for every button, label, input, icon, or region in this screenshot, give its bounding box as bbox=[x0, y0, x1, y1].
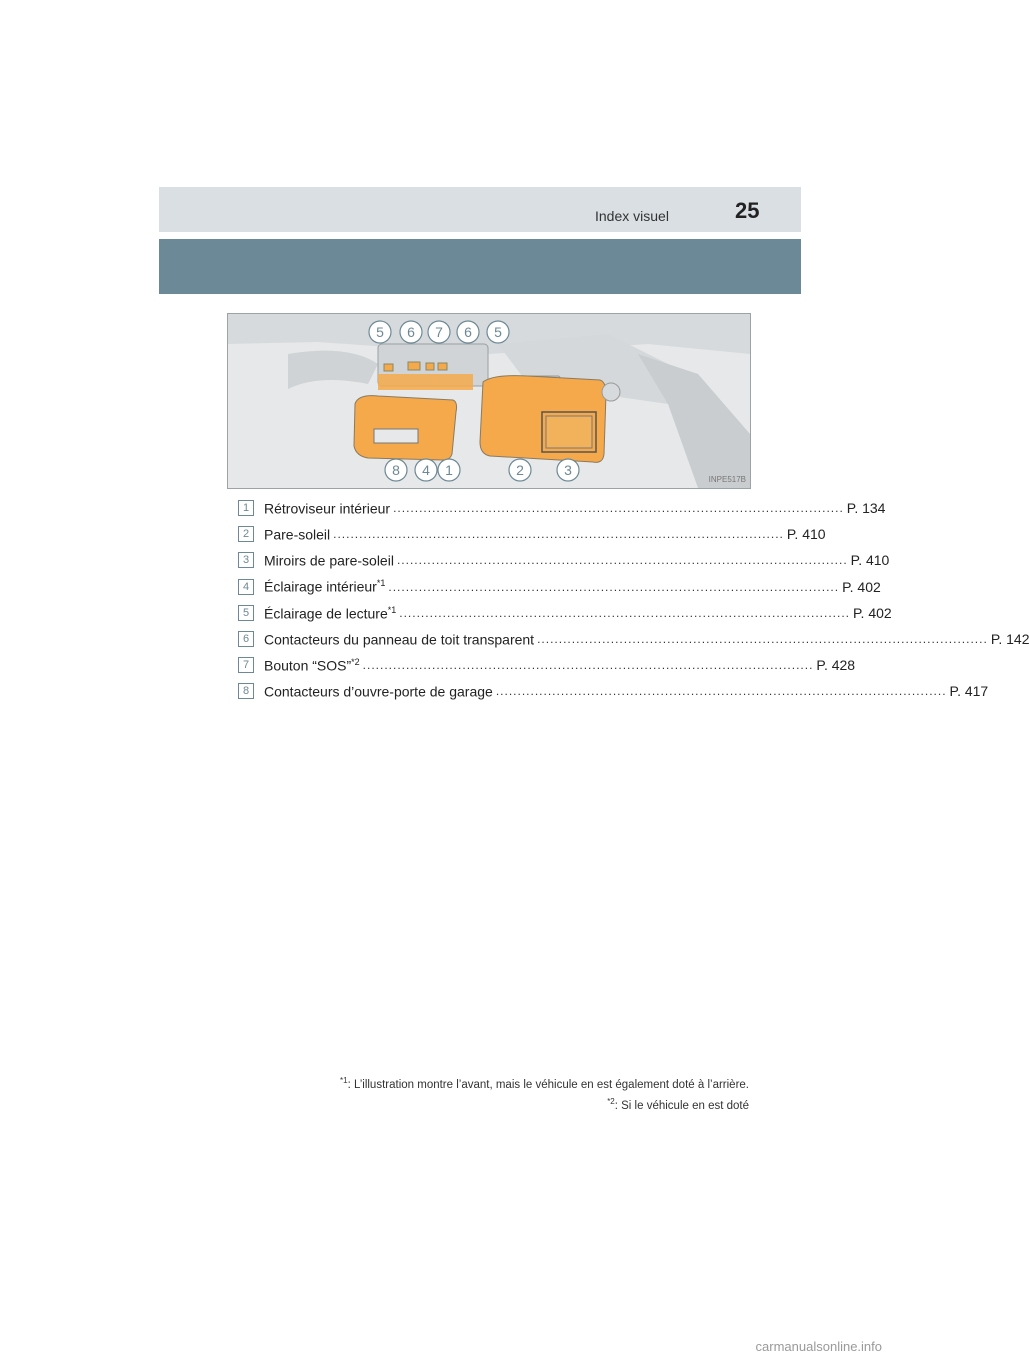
svg-text:5: 5 bbox=[376, 324, 384, 340]
callout-bottom-3 bbox=[557, 459, 579, 481]
list-item bbox=[238, 547, 890, 573]
item-number: 5 bbox=[238, 605, 254, 621]
header-band bbox=[159, 187, 801, 232]
section-title: Index visuel bbox=[595, 208, 669, 224]
page-reference[interactable]: P. 417 bbox=[949, 683, 989, 700]
item-number: 3 bbox=[238, 552, 254, 568]
page-reference[interactable]: P. 142 bbox=[990, 631, 1029, 648]
page-reference[interactable]: P. 134 bbox=[846, 500, 886, 517]
page-reference[interactable]: P. 428 bbox=[816, 657, 856, 674]
item-number: 4 bbox=[238, 579, 254, 595]
figure-code: INPE517B bbox=[708, 475, 746, 484]
item-label: Rétroviseur intérieur bbox=[264, 500, 391, 517]
svg-text:7: 7 bbox=[435, 324, 443, 340]
illustration-drawing bbox=[228, 314, 750, 488]
item-number: 6 bbox=[238, 631, 254, 647]
svg-text:1: 1 bbox=[445, 462, 453, 478]
svg-text:6: 6 bbox=[464, 324, 472, 340]
page-number: 25 bbox=[735, 198, 760, 223]
item-label: Miroirs de pare-soleil bbox=[264, 552, 394, 569]
leader-dots: ........................................................................................................ bbox=[333, 527, 784, 542]
page-reference[interactable]: P. 402 bbox=[853, 604, 892, 621]
callout-top-5 bbox=[369, 321, 391, 343]
svg-text:6: 6 bbox=[407, 324, 415, 340]
component-list bbox=[238, 495, 1029, 705]
footnote: $^{*2}$: Si le véhicule en est doté bbox=[607, 1097, 749, 1112]
item-label: Contacteurs d’ouvre-porte de garage bbox=[264, 683, 493, 700]
list-item bbox=[238, 495, 886, 521]
page-reference[interactable]: P. 410 bbox=[850, 552, 890, 569]
leader-dots: ........................................................................................................ bbox=[537, 632, 988, 647]
footnote: $^{*1}$: L’illustration montre l’avant, mais le véhicule en est également doté à l’arrière. bbox=[340, 1076, 749, 1091]
callout-bottom-4 bbox=[415, 459, 437, 481]
leader-dots: ........................................................................................................ bbox=[399, 605, 850, 620]
callout-top-5 bbox=[487, 321, 509, 343]
list-item bbox=[238, 626, 1029, 652]
list-item bbox=[238, 521, 826, 547]
callout-bottom-1 bbox=[438, 459, 460, 481]
callout-top-6 bbox=[457, 321, 479, 343]
item-number: 1 bbox=[238, 500, 254, 516]
item-number: 7 bbox=[238, 657, 254, 673]
svg-text:8: 8 bbox=[392, 462, 400, 478]
leader-dots: ........................................................................................................ bbox=[388, 579, 840, 594]
svg-text:2: 2 bbox=[516, 462, 524, 478]
item-label: Éclairage de lecture$^{*1}$ bbox=[264, 604, 397, 622]
item-number: 2 bbox=[238, 526, 254, 542]
overhead-console-illustration bbox=[227, 313, 751, 489]
svg-text:3: 3 bbox=[564, 462, 572, 478]
list-item bbox=[238, 678, 989, 704]
list-item bbox=[238, 574, 881, 600]
leader-dots: ........................................................................................................ bbox=[393, 501, 844, 516]
leader-dots: ........................................................................................................ bbox=[362, 658, 814, 673]
callout-top-7 bbox=[428, 321, 450, 343]
callout-bottom-2 bbox=[509, 459, 531, 481]
page-reference[interactable]: P. 402 bbox=[842, 578, 881, 595]
item-number: 8 bbox=[238, 683, 254, 699]
page-reference[interactable]: P. 410 bbox=[786, 526, 826, 543]
callout-top-6 bbox=[400, 321, 422, 343]
item-label: Contacteurs du panneau de toit transparent bbox=[264, 631, 535, 648]
list-item bbox=[238, 600, 892, 626]
svg-text:4: 4 bbox=[422, 462, 430, 478]
leader-dots: ........................................................................................................ bbox=[396, 553, 848, 568]
item-label: Pare-soleil bbox=[264, 526, 331, 543]
svg-text:5: 5 bbox=[494, 324, 502, 340]
item-label: Bouton “SOS”$^{*2}$ bbox=[264, 656, 360, 674]
callout-bottom-8 bbox=[385, 459, 407, 481]
leader-dots: ........................................................................................................ bbox=[495, 684, 947, 699]
list-item bbox=[238, 652, 856, 678]
item-label: Éclairage intérieur$^{*1}$ bbox=[264, 578, 386, 595]
watermark: carmanualsonline.info bbox=[755, 1339, 882, 1354]
section-band bbox=[159, 239, 801, 294]
